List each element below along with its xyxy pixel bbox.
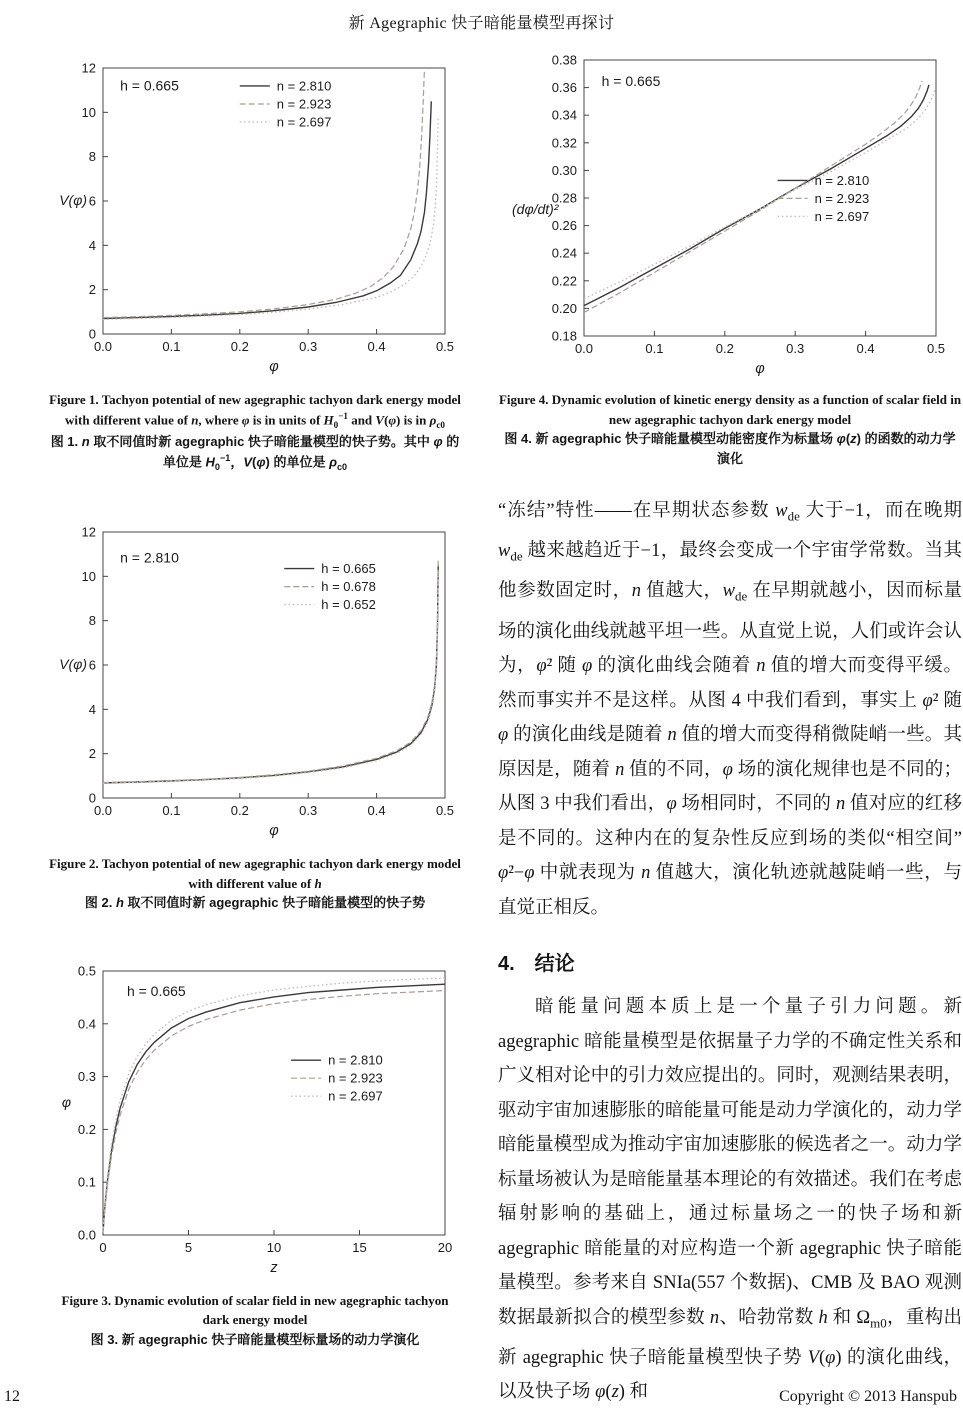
y-tick-label: 2 [88,746,96,762]
y-tick-label: 0.20 [551,300,577,316]
series-dotted [103,978,445,1233]
legend-label: n = 2.697 [814,208,870,224]
series-solid [584,85,929,306]
y-tick-label: 0 [88,326,96,342]
x-axis-label: φ [755,361,765,377]
plot-frame [103,532,445,798]
legend-label: n = 2.697 [328,1088,383,1104]
y-tick-label: 6 [88,657,96,673]
x-tick-label: 0.0 [574,341,594,356]
page-header-title: 新 Agegraphic 快子暗能量模型再探讨 [348,15,615,32]
y-tick-label: 0.3 [77,1068,96,1084]
x-tick-label: 0.0 [93,339,113,354]
series-solid [103,984,445,1232]
plot-frame [103,68,445,334]
right-column [498,48,962,1410]
left-column [48,56,462,1395]
x-axis-label: z [270,1259,278,1276]
legend-label: n = 2.923 [328,1070,383,1086]
series-dashed [103,990,445,1232]
x-tick-label: 0 [99,1239,107,1255]
x-tick-label: 0.2 [230,339,249,354]
figure-3-plot [51,959,459,1279]
y-tick-label: 0.24 [551,245,577,261]
y-tick-label: 0 [88,790,96,806]
figure-3-caption-en: Figure 3. Dynamic evolution of scalar field in new agegraphic tachyon dark energy model [61,1292,449,1328]
x-tick-label: 0.5 [435,803,455,819]
y-tick-label: 0.36 [551,80,577,96]
y-tick-label: 0.38 [551,52,577,68]
series-dotted [584,89,935,299]
legend-label: h = 0.665 [321,561,376,577]
legend-label: n = 2.923 [814,190,870,206]
legend-label: n = 2.923 [276,96,332,112]
section-heading-conclusion: 4. 结论 [498,953,575,976]
y-tick-label: 0.18 [551,328,577,344]
y-tick-label: 0.5 [77,963,96,979]
figure-4-plot [510,48,950,380]
x-tick-label: 0.3 [299,803,318,819]
annotation-label: h = 0.665 [120,77,179,94]
x-tick-label: 0.3 [786,341,805,356]
figure-2-caption-en: Figure 2. Tachyon potential of new agegraphic tachyon dark energy model with different value of h [49,856,461,891]
x-axis-label: φ [269,359,279,375]
y-tick-label: 0.26 [551,218,577,234]
paragraph-frozen-property: “冻结”特性——在早期状态参数 $w_{de}$ 大于−1，而在晚期 $w_{de}$ 越来越趋近于−1，最终会变成一个宇宙学常数。当其他参数固定时，n 值越大，$w_{de}$ 在早期就越小，因而标量场的演化曲线就越平坦一些。从直觉上说，人们或许会认为，φ̇² 随 φ 的演化曲线会随着 n 值的增大而变得平缓。然而事实并不是这样。从图 4 中我们看到，事实上 φ̇² 随 φ 的演化曲线是随着 n 值的增大而变得稍微陡峭一些。其原因是，随着 n 值的不同，φ 场的演化规律也是不同的；从图 3 中我们看出，φ 场相同时，不同的 n 值对应的红移是不同的。这种内在的复杂性反应到场的类似“相空间” φ̇²−φ 中就表现为 n 值越大，演化轨迹就越陡峭一些，与直觉正相反。 [498,501,962,918]
figure-4-caption-en: Figure 4. Dynamic evolution of kinetic energy density as a function of scalar field in new agegraphic tachyon dark energy model [498,392,962,427]
x-tick-label: 0.0 [93,803,113,819]
y-tick-label: 0.30 [551,162,577,178]
plot-frame [584,60,936,336]
x-tick-label: 0.5 [926,341,946,356]
y-tick-label: 12 [81,60,96,76]
x-tick-label: 10 [266,1239,282,1255]
figure-4-caption-zh: 图 4. 新 agegraphic 快子暗能量模型动能密度作为标量场 φ(z) 的函数的动力学演化 [504,431,956,466]
figure-1-plot [51,56,459,378]
figure-3-caption-zh: 图 3. 新 agegraphic 快子暗能量模型标量场的动力学演化 [90,1331,420,1347]
x-axis-label: φ [269,823,279,840]
y-tick-label: 0.34 [551,107,577,123]
legend-label: n = 2.697 [276,114,332,130]
figure-2-caption-zh: 图 2. h 取不同值时新 agegraphic 快子暗能量模型的快子势 [84,895,426,911]
x-tick-label: 0.4 [367,339,386,354]
y-tick-label: 10 [81,568,96,584]
x-tick-label: 0.4 [367,803,386,819]
y-tick-label: 6 [88,193,96,209]
y-tick-label: 0.2 [77,1121,96,1137]
y-tick-label: 4 [88,701,96,717]
x-tick-label: 0.3 [299,339,318,354]
figure-3-caption [48,1291,462,1350]
y-axis-label: φ [61,1093,71,1110]
annotation-label: h = 0.665 [601,72,661,89]
series-dashed [584,81,922,313]
series-dotted [103,572,438,784]
y-tick-label: 2 [88,282,96,298]
x-tick-label: 0.4 [856,341,875,356]
y-tick-label: 0.22 [551,273,577,289]
series-dotted [103,117,438,320]
figure-1-caption-en: Figure 1. Tachyon potential of new agegraphic tachyon dark energy model with different value of n, where φ is in units of $H_0^{-1}$ and V(φ) is in $\rho_{c0}$ [49,392,461,430]
legend-label: h = 0.678 [321,579,376,595]
x-tick-label: 0.1 [162,803,181,819]
copyright-notice: Copyright © 2013 Hanspub [779,1388,957,1405]
y-tick-label: 0.0 [77,1227,96,1243]
y-tick-label: 0.1 [77,1174,96,1190]
page-number: 12 [4,1388,20,1405]
x-tick-label: 0.1 [645,341,664,356]
y-axis-label: V(φ) [59,656,87,673]
legend-label: h = 0.652 [321,597,376,613]
y-tick-label: 0.28 [551,190,577,206]
legend-label: n = 2.810 [814,172,870,188]
y-axis-label: V(φ) [59,192,87,208]
figure-4-caption [498,390,962,468]
plot-frame [103,971,445,1235]
figure-1-caption-zh: 图 1. n 取不同值时新 agegraphic 快子暗能量模型的快子势。其中 φ 的单位是 $H_0^{-1}$，V(φ) 的单位是 $\rho_{c0}$ [50,434,460,472]
figure-2-plot [51,520,459,842]
series-solid [103,101,431,318]
series-dashed [103,559,438,783]
y-tick-label: 8 [88,613,96,629]
x-tick-label: 0.5 [435,339,455,354]
figure-2-caption [48,854,462,913]
annotation-label: n = 2.810 [120,549,179,566]
x-tick-label: 0.1 [162,339,181,354]
x-tick-label: 5 [184,1239,193,1255]
legend-label: n = 2.810 [328,1052,383,1068]
y-axis-label: (dφ/dt)² [512,201,559,217]
annotation-label: h = 0.665 [126,982,186,999]
paragraph-conclusion: 暗能量问题本质上是一个量子引力问题。新 agegraphic 暗能量模型是依据量子力学的不确定性关系和广义相对论中的引力效应提出的。同时，观测结果表明，驱动宇宙加速膨胀的暗能量可能是动力学演化的，动力学暗能量模型成为推动宇宙加速膨胀的候选者之一。动力学标量场被认为是暗能量基本理论的有效描述。我们在考虑辐射影响的基础上，通过标量场之一的快子场和新 agegraphic 暗能量的对应构造一个新 agegraphic 快子暗能量模型。参考来自 SNIa(557 个数据)、CMB 及 BAO 观测数据最新拟合的模型参数 n、哈勃常数 h 和 $\Omega_{m0}$，重构出新 agegraphic 快子暗能量模型快子势 V(φ) 的演化曲线，以及快子场 φ(z) 和 [498,997,962,1403]
x-tick-label: 0.2 [230,803,249,819]
series-solid [103,565,438,783]
y-tick-label: 12 [81,524,96,540]
x-tick-label: 15 [352,1239,367,1255]
x-tick-label: 0.2 [715,341,734,356]
y-tick-label: 8 [88,149,96,165]
x-tick-label: 20 [437,1239,453,1255]
figure-1-caption [48,390,462,474]
series-dashed [103,68,425,318]
y-tick-label: 0.32 [551,135,577,151]
y-tick-label: 4 [88,237,96,253]
legend-label: n = 2.810 [276,78,332,94]
y-tick-label: 0.4 [77,1015,96,1031]
y-tick-label: 10 [81,104,96,120]
